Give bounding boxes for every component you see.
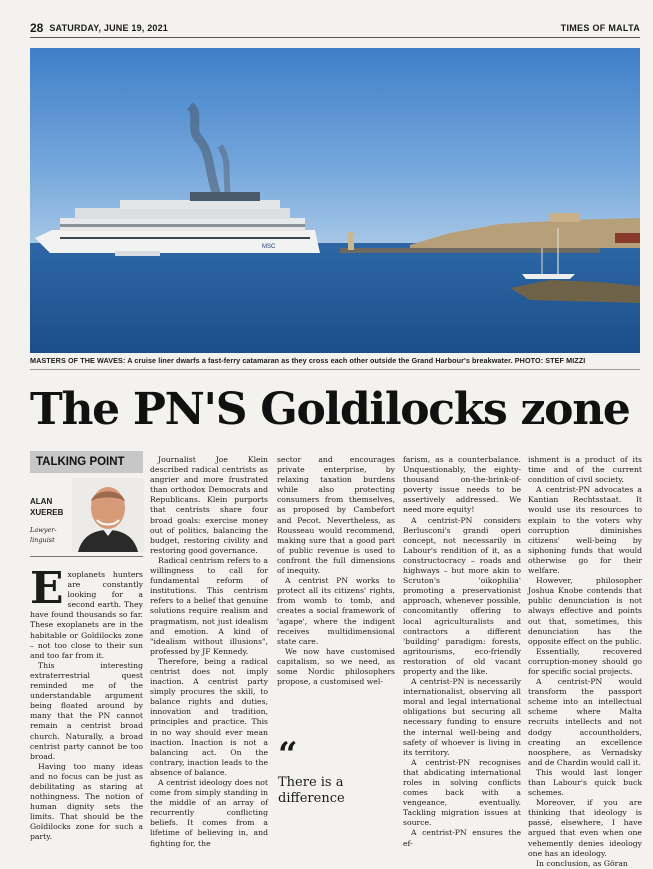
- paragraph: A centrist PN works to protect all its citizens' rights, from womb to tomb, and creates a social framework of 'agape', where the indigent receives multidimensional state care.: [277, 576, 395, 646]
- divider: [30, 556, 143, 557]
- author-portrait: [72, 478, 144, 552]
- paragraph: A centrist-PN ensures the ef-: [403, 828, 521, 848]
- divider: [30, 369, 640, 370]
- paragraph: farism, as a counterbalance. Unquestionably, the eighty-thousand on-the-brink-of-poverty issue needs to be assertively addressed. We need more equity!: [403, 455, 521, 515]
- paragraph: A centrist-PN considers Berlusconi's grandi operi concept, not necessarily in Labour's rendition of it, as a constructocracy – roads and highways – but more akin to Scruton's 'oikophilia' promoting a preservationist approach, whenever possible, concomitantly offering to local agriculturalists and contractors a different 'building' paradigm: forests, agritourisms, eco-friendly restoration of old vacant property and the like.: [403, 515, 521, 676]
- author-first-name: ALAN: [30, 497, 53, 506]
- article-column-5: [528, 455, 642, 869]
- author-role-line2: linguist: [30, 536, 55, 544]
- paragraph: A centrist-PN advocates a Kantian Rechtsstaat. It would use its resources to explain to the voters why corruption diminishes citizens' well-being by siphoning funds that would otherwise go for their welfare.: [528, 485, 642, 576]
- page-number: 28: [30, 20, 44, 35]
- harbour-photo: [30, 48, 640, 353]
- page-folio: [30, 18, 640, 38]
- paragraph: A centrist-PN recognises that abdicating international roles in solving conflicts comes back with a vengeance, eventually. Tackling migration issues at source.: [403, 757, 521, 828]
- publication-name: TIMES OF MALTA: [560, 22, 640, 33]
- talking-point-label: TALKING POINT: [30, 451, 143, 473]
- paragraph: Having too many ideas and no focus can be just as debilitating as staring at nothingness. The notion of human dignity sets the limits. That should be the Goldilocks zone for such a party.: [30, 761, 143, 842]
- paragraph: We now have customised capitalism, so we need, as some Nordic philosophers propose, a customised wel-: [277, 646, 395, 687]
- paragraph: Radical centrism refers to a willingness to call for fundamental reform of institutions. This centrism refers to a belief that genuine solutions require realism and pragmatism, not just idealism and emotion. A kind of "idealism without illusions", professed by JF Kennedy.: [150, 555, 268, 656]
- paragraph: Exoplanets hunters are constantly looking for a second earth. They have found thousands so far. These exoplanets are in the habitable or Goldilocks zone – not too close to their sun and too far from it.: [30, 563, 143, 660]
- paragraph: Essentially, recovered corruption-money should go for specific social projects.: [528, 646, 642, 676]
- paragraph: In conclusion, as Göran: [536, 858, 628, 868]
- paragraph: sector and encourages private enterprise, by relaxing taxation burdens while also protecting consumers from themselves, as proposed by Cambefort and Pecot. Nevertheless, as Rousseau would recommend, making sure that a good part of public revenue is used to confront the full dimensions of inequity.: [277, 455, 395, 576]
- paragraph: A centrist-PN would transform the passport scheme into an intellectual scheme where Malta recruits intellects and not dodgy accountholders, creating an excellence noosphere, as Vernadsky and de Chardin would call it.: [528, 677, 642, 767]
- paragraph: A centrist ideology does not come from simply standing in the middle of an array of recurrently conflicting beliefs. It comes from a lifetime of believing in, and fighting for, the: [150, 778, 268, 848]
- ship-logo: MSC: [262, 244, 276, 250]
- paragraph: However, philosopher Joshua Knobe contends that public denunciation is not always effective and points out that, sometimes, this denunciation has the opposite effect on the public.: [528, 576, 642, 646]
- paragraph: ishment is a product of its time and of the current condition of civil society.: [528, 455, 642, 485]
- article-column-1: [30, 563, 143, 843]
- issue-date: SATURDAY, JUNE 19, 2021: [49, 22, 169, 33]
- author-last-name: XUEREB: [30, 508, 64, 517]
- drop-cap: E: [30, 563, 64, 614]
- pull-quote: There is a difference: [278, 775, 345, 806]
- pull-quote-mark: “: [278, 735, 298, 775]
- paragraph: This interesting extraterrestrial quest reminded me of the understandable argument being floated around by many that the PN cannot remain a centrist broad church. Naturally, a broad centrist party cannot be too broad.: [30, 660, 143, 761]
- photo-caption: MASTERS OF THE WAVES: A cruise liner dwarfs a fast-ferry catamaran as they cross each other outside the Grand Harbour's breakwater. PHOTO: STEF MIZZI: [30, 356, 586, 365]
- article-headline: The PN'S Goldilocks zone: [30, 384, 630, 435]
- article-column-3: [277, 455, 395, 687]
- author-role-line1: Lawyer-: [30, 526, 57, 534]
- paragraph: Journalist Joe Klein described radical centrists as angrier and more frustrated than orthodox Democrats and Republicans. Klein purports that centrists share four broad goals: exercise money out of politics, balancing the budget, restoring civility and restoring good governance.: [150, 455, 268, 555]
- article-column-4: [403, 455, 521, 849]
- article-column-2: [150, 455, 268, 849]
- paragraph: Therefore, being a radical centrist does not imply inaction. A centrist party simply procures the skill, to balance rights and duties, innovation and tradition, principles and practice. This in no way should ever mean inaction. Inaction is not a balancing act. On the contrary, inaction leads to the absence of balance.: [150, 656, 268, 777]
- paragraph: Moreover, if you are thinking that ideology is passé, elsewhere, I have argued that even when one vehemently denies ideology one has an ideology.: [528, 798, 642, 858]
- paragraph: This would last longer than Labour's quick buck schemes.: [528, 767, 642, 798]
- paragraph: A centrist-PN is necessarily internationalist, observing all moral and legal international obligations but securing all necessary funding to ensure the internal well-being and safety of whoever is living in its territory.: [403, 677, 521, 757]
